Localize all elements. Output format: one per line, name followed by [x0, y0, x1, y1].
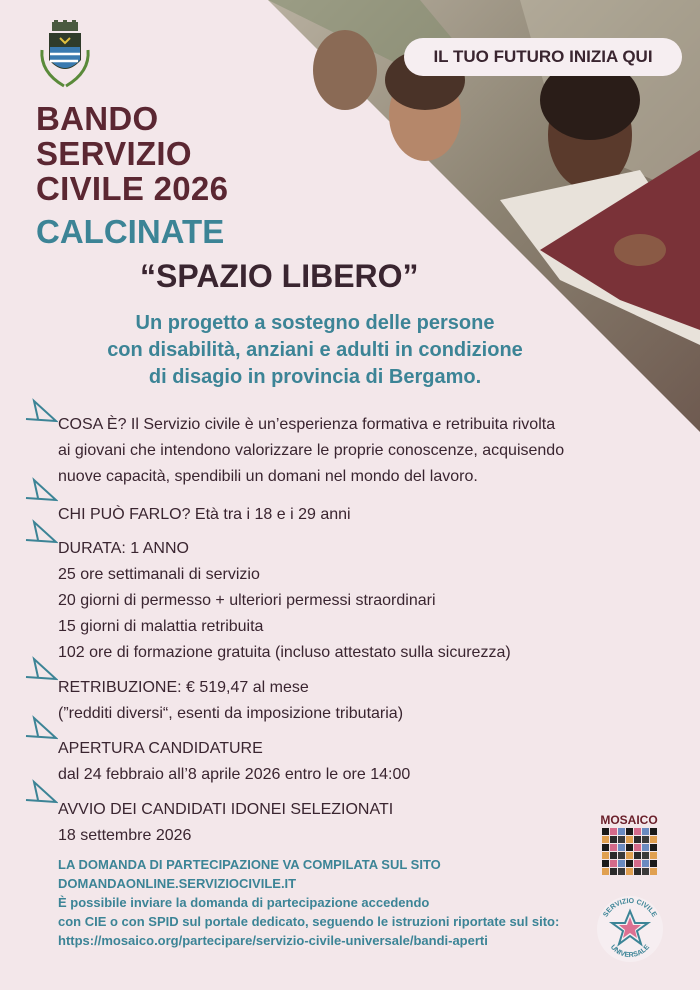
project-name: “SPAZIO LIBERO” — [140, 258, 419, 294]
mosaic-tile — [642, 844, 649, 851]
title-line-2: SERVIZIO — [36, 135, 192, 172]
mosaic-tile — [610, 852, 617, 859]
servizio-civile-universale-logo — [596, 895, 664, 963]
mosaic-tile — [634, 828, 641, 835]
mosaic-tile — [602, 836, 609, 843]
mosaic-tile — [618, 852, 625, 859]
footer-notice: LA DOMANDA DI PARTECIPAZIONE VA COMPILATA SUL SITO DOMANDAONLINE.SERVIZIOCIVILE.IT È possibile inviare la domanda di partecipazione accedendo con CIE o con SPID sul portale dedicato, seguendo le istruzioni riportate sul sito: https://mosaico.org/partecipare/servizio-civile-universale/bandi-aperti — [58, 857, 560, 948]
page-title — [36, 101, 228, 206]
mosaic-tile — [610, 844, 617, 851]
mosaic-tile — [650, 860, 657, 867]
mosaic-tile — [642, 828, 649, 835]
mosaic-tile — [642, 868, 649, 875]
mosaic-tile — [634, 868, 641, 875]
comune-crest-logo — [36, 20, 94, 92]
mosaic-tile — [642, 860, 649, 867]
paper-plane-icon — [24, 778, 58, 804]
mosaico-logo — [598, 810, 660, 876]
project-description: Un progetto a sostegno delle persone con disabilità, anziani e adulti in condizione di disagio in provincia di Bergamo. — [107, 312, 523, 388]
mosaic-tile — [650, 836, 657, 843]
mosaic-tile — [626, 860, 633, 867]
mosaic-tile — [626, 844, 633, 851]
mosaic-tile — [610, 868, 617, 875]
mosaic-tile — [634, 852, 641, 859]
title-line-1: BANDO — [36, 100, 159, 137]
mosaic-tile — [650, 828, 657, 835]
section-retribuzione: RETRIBUZIONE: € 519,47 al mese (”redditi diversi“, esenti da imposizione tributaria) — [58, 679, 404, 722]
mosaic-tile — [602, 860, 609, 867]
mosaico-logo-text: MOSAICO — [600, 813, 658, 827]
mosaic-tile — [610, 828, 617, 835]
paper-plane-icon — [24, 476, 58, 502]
section-avvio: AVVIO DEI CANDIDATI IDONEI SELEZIONATI 18 settembre 2026 — [58, 801, 394, 844]
paper-plane-icon — [24, 655, 58, 681]
svg-text:SERVIZIO CIVILE: SERVIZIO CIVILE — [602, 897, 658, 919]
mosaic-tile — [634, 844, 641, 851]
mosaic-tile — [634, 860, 641, 867]
paper-plane-icon — [24, 397, 58, 423]
svg-text:UNIVERSALE: UNIVERSALE — [608, 943, 652, 960]
section-apertura-candidature: APERTURA CANDIDATURE dal 24 febbraio all’8 aprile 2026 entro le ore 14:00 — [58, 740, 411, 783]
section-cosa-e: COSA È? Il Servizio civile è un’esperienza formativa e retribuita rivolta ai giovani che intendono valorizzare le proprie conoscenze, acquisendo nuove capacità, spendibili un domani nel mondo del lavoro. — [58, 416, 565, 485]
mosaic-tile — [602, 844, 609, 851]
mosaic-tile — [602, 852, 609, 859]
section-durata: DURATA: 1 ANNO 25 ore settimanali di servizio 20 giorni di permesso + ulteriori permessi straordinari 15 giorni di malattia retribuita 102 ore di formazione gratuita (incluso attestato sulla sicurezza) — [58, 540, 511, 661]
mosaic-tile — [610, 860, 617, 867]
footer-link[interactable]: https://mosaico.org/partecipare/servizio-civile-universale/bandi-aperti — [58, 933, 488, 948]
title-line-3: CIVILE 2026 — [36, 170, 229, 207]
mosaic-tile — [650, 868, 657, 875]
mosaic-tile — [618, 868, 625, 875]
mosaic-tile — [642, 852, 649, 859]
mosaic-tile — [618, 844, 625, 851]
city-name: CALCINATE — [36, 213, 225, 250]
paper-plane-icon — [24, 518, 58, 544]
mosaic-tile — [626, 852, 633, 859]
section-chi-puo-farlo: CHI PUÒ FARLO? Età tra i 18 e i 29 anni — [58, 506, 351, 523]
mosaic-tile — [626, 868, 633, 875]
mosaic-tile — [626, 828, 633, 835]
mosaic-tile — [642, 836, 649, 843]
mosaic-tile — [602, 868, 609, 875]
paper-plane-icon — [24, 714, 58, 740]
mosaic-tile — [618, 860, 625, 867]
mosaic-tile — [650, 852, 657, 859]
mosaic-tile — [618, 828, 625, 835]
mosaic-tile — [634, 836, 641, 843]
mosaic-tile — [602, 828, 609, 835]
mosaic-tile — [626, 836, 633, 843]
mosaic-tile — [650, 844, 657, 851]
mosaic-tile — [610, 836, 617, 843]
mosaic-tile — [618, 836, 625, 843]
tagline-badge: IL TUO FUTURO INIZIA QUI — [404, 38, 682, 76]
